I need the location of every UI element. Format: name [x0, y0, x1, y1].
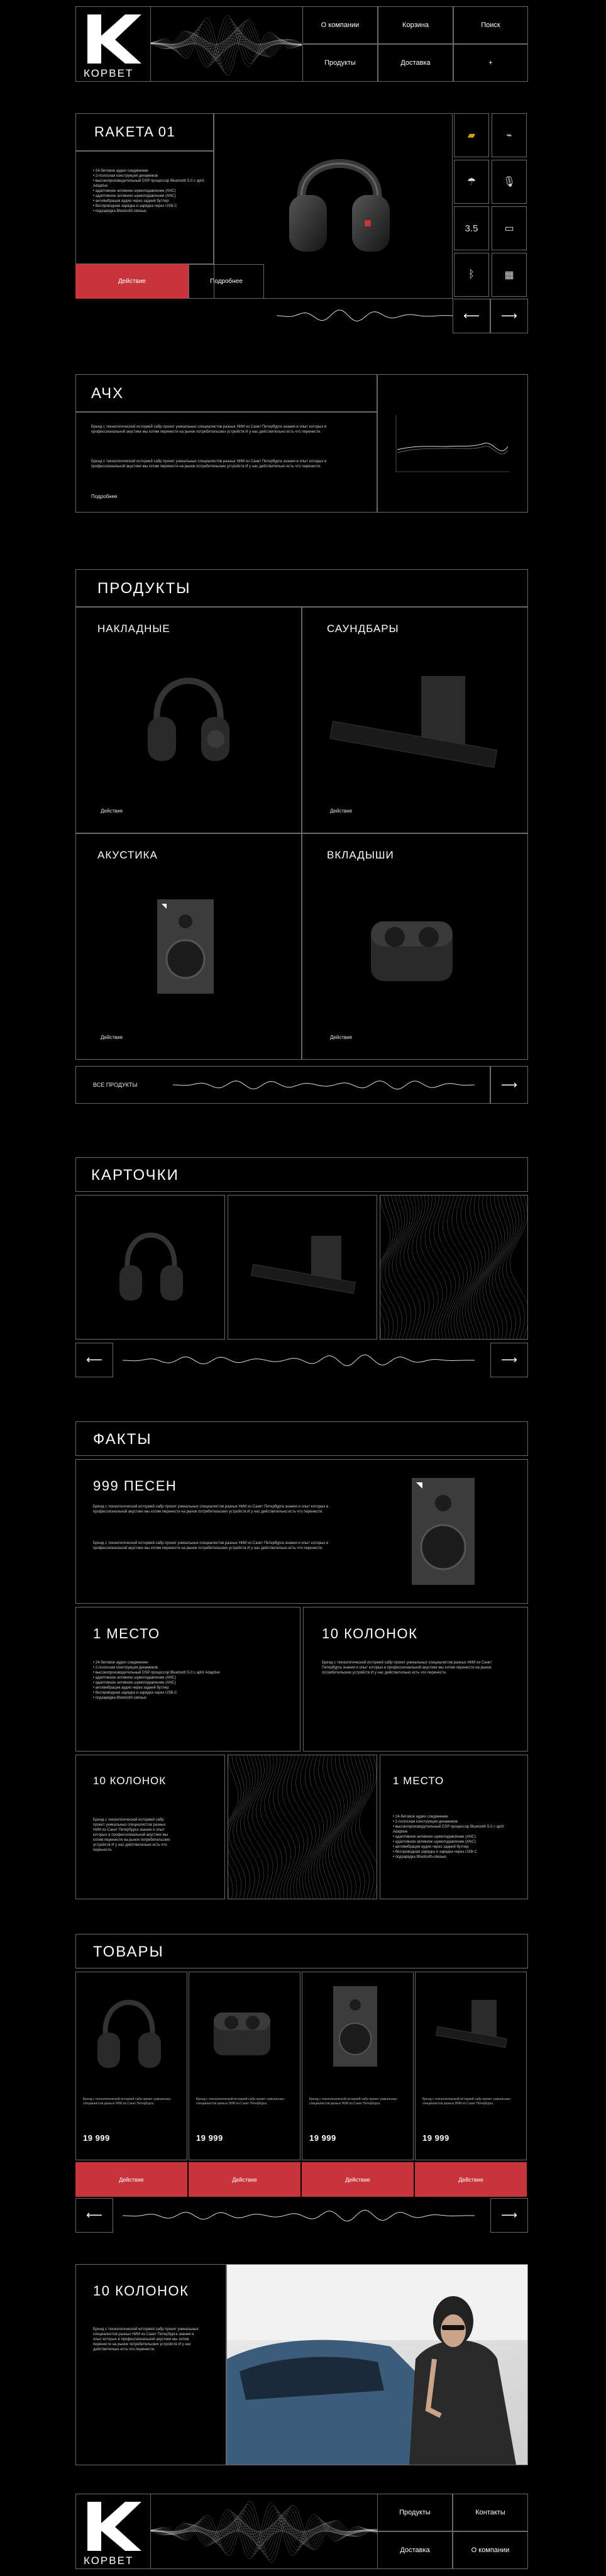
achkh-text-1: Бренд с технологической историей сабр проект уникальных специалистов разных НИИ из Санкт Петербурга знания и опыт которых в профессиональной акустике мы хотим перенести на рынок потребительских устройств И у нас действительно есть что перенести.	[91, 425, 327, 434]
arrow-right-icon: ⟶	[501, 309, 517, 322]
product-description: Бренд с технологической историей сабр проект уникальных специалистов разных НИИ из Санкт Петербурга.	[422, 2097, 510, 2106]
bluetooth-icon: ᛒ	[468, 269, 475, 280]
jack-icon: 3.5	[465, 223, 478, 234]
achkh-title: АЧХ	[91, 385, 124, 402]
spec-cell	[492, 253, 527, 297]
spec-item: • 2-полосная конструкция динамиков	[393, 1819, 519, 1824]
promo-title: 10 КОЛОНОК	[93, 2283, 189, 2299]
product-card-label: ВКЛАДЫШИ	[327, 849, 394, 861]
spec-item: • антивибрация аудио через задний бутлер	[93, 1685, 282, 1690]
footer-nav-contacts[interactable]: Контакты	[453, 2494, 528, 2531]
nav-products[interactable]: Продукты	[302, 44, 378, 82]
spec-item: • 24-битовое аудио соединение	[93, 1660, 282, 1665]
fact-text: Бренд с технологической историей сабр проект уникальных специалистов разных НИИ из Санкт Петербурга знания и опыт которых в профессиональной акустике мы хотим перенести на рынок потребительских устройств И у нас действительно есть что перенести.	[322, 1661, 492, 1675]
footer-logo-text: КОРВЕТ	[84, 2555, 134, 2567]
hero-specs-list	[93, 169, 206, 214]
logo[interactable]	[75, 6, 151, 82]
arrow-right-icon: ⟶	[501, 1078, 517, 1091]
spec-cell	[492, 160, 527, 204]
usb-icon: ⌁	[506, 130, 512, 141]
spec-item: • подзарядка Bluetooth-связью	[93, 209, 206, 214]
arrow-left-icon: ⟵	[463, 309, 480, 322]
spec-item: • адаптивное активное шумоподавление (ANC)	[393, 1840, 519, 1845]
fact-text: Бренд с технологической историей сабр проект уникальных специалистов разных НИИ из Санкт Петербурга знания и опыт которых в профессиональной акустике мы хотим перенести на рынок потребительских устройств И у нас действительно есть что перенести.	[93, 1541, 329, 1550]
hero-wave-line	[277, 306, 453, 325]
fact-text: Бренд с технологической историей сабр проект уникальных специалистов разных НИИ из Санкт Петербурга знания и опыт которых в профессиональной акустике мы хотим перенести на рынок потребительских устройств И у нас действительно есть что перенести.	[93, 1505, 329, 1514]
spec-item: • беспроводная зарядка и зарядка через USB-C	[393, 1850, 519, 1855]
fact-title: 1 МЕСТО	[93, 1626, 160, 1641]
product-price: 19 999	[422, 2133, 449, 2143]
spec-cell	[454, 113, 489, 157]
product-card-action[interactable]: Действие	[101, 808, 123, 814]
goods-next-button[interactable]	[490, 2198, 528, 2233]
product-description: Бренд с технологической историей сабр проект уникальных специалистов разных НИИ из Санкт Петербурга.	[83, 2097, 171, 2106]
spec-item: • беспроводная зарядка и зарядка через USB-C	[93, 1690, 282, 1696]
hero-prev-button[interactable]	[453, 299, 490, 333]
product-image	[207, 1981, 283, 2069]
fact-title: 999 ПЕСЕН	[93, 1478, 177, 1494]
logo-icon	[76, 2498, 150, 2555]
line-pattern-graphic	[380, 1196, 527, 1339]
spec-item: • антивибрация аудио через задний бутлер	[393, 1845, 519, 1850]
spec-item: • адаптивное активное шумоподавление (ANC)	[93, 189, 206, 194]
fact-specs-list	[393, 1814, 519, 1860]
spec-item: • 2-полосная конструкция динамиков	[93, 1665, 282, 1670]
product-price: 19 999	[196, 2133, 223, 2143]
product-action-button[interactable]: Действие	[189, 2162, 300, 2197]
product-image	[321, 1981, 396, 2069]
wave-graphic	[151, 2494, 377, 2569]
arrow-left-icon: ⟵	[86, 2209, 102, 2221]
line-pattern-graphic	[228, 1755, 377, 1899]
battery-icon: ▭	[504, 223, 514, 234]
goods-title: ТОВАРЫ	[93, 1943, 164, 1960]
spec-item: • адаптивное активное шумоподавление (ANC)	[93, 1675, 282, 1680]
product-price: 19 999	[83, 2133, 110, 2143]
frequency-chart	[390, 409, 515, 484]
spec-item: • подзарядка Bluetooth-связью	[93, 1696, 282, 1701]
headphones-image	[141, 654, 236, 780]
arrow-left-icon: ⟵	[86, 1353, 102, 1366]
products-title: ПРОДУКТЫ	[97, 580, 191, 597]
all-products-next-button[interactable]	[490, 1066, 528, 1104]
hero-more-button[interactable]: Подробнее	[189, 264, 264, 299]
cards-prev-button[interactable]	[75, 1343, 113, 1377]
spec-item: • высокопроизводительный DSP процессор Bluetooth 5.0 с aptX Adaptive	[93, 179, 206, 189]
spec-cell	[492, 206, 527, 250]
spec-item: • высокопроизводительный DSP процессор Bluetooth 5.0 с aptX Adaptive	[393, 1824, 519, 1835]
achkh-more-link[interactable]: Подробнее	[91, 494, 118, 499]
spec-cell	[454, 206, 489, 250]
spec-item: • подзарядка Bluetooth-связью	[393, 1855, 519, 1860]
goods-prev-button[interactable]	[75, 2198, 113, 2233]
earbuds-image	[365, 909, 459, 984]
footer-logo[interactable]	[75, 2494, 151, 2569]
antenna-icon: ☂	[466, 177, 477, 187]
nav-cart[interactable]: Корзина	[378, 6, 453, 44]
product-card-action[interactable]: Действие	[330, 808, 353, 814]
hero-next-button[interactable]	[490, 299, 528, 333]
logo-icon	[76, 11, 150, 67]
logo-text: КОРВЕТ	[84, 67, 134, 79]
cards-next-button[interactable]	[490, 1343, 528, 1377]
wave-graphic	[151, 6, 302, 82]
qr-icon: ▦	[504, 270, 514, 280]
photo-woman-car	[227, 2265, 527, 2465]
spec-item: • 2-полосная конструкция динамиков	[93, 174, 206, 179]
spec-item: • высокопроизводительный DSP процессор Bluetooth 5.0 с aptX Adaptive	[93, 1670, 282, 1675]
arrow-right-icon: ⟶	[501, 2209, 517, 2221]
achkh-text-2: Бренд с технологической историей сабр проект уникальных специалистов разных НИИ из Санкт Петербурга знания и опыт которых в профессиональной акустике мы хотим перенести на рынок потребительских устройств И у нас действительно есть что перенести.	[91, 460, 327, 469]
soundbar-image	[327, 670, 503, 783]
wave-line	[173, 1075, 475, 1094]
fact-specs-list	[93, 1660, 282, 1701]
product-price: 19 999	[309, 2133, 336, 2143]
promo-text: Бренд с технологической историей сабр проект уникальных специалистов разных НИИ из Санкт Петербурга знания и опыт которых в профессиональной акустике мы хотим перенести на рынок потребительских устройств И у нас действительно есть что перенести.	[93, 2328, 199, 2351]
product-action-button[interactable]: Действие	[415, 2162, 527, 2197]
footer-nav-products[interactable]: Продукты	[377, 2494, 453, 2531]
arrow-right-icon: ⟶	[501, 1353, 517, 1366]
wave-line	[123, 2206, 475, 2225]
product-action-button[interactable]: Действие	[75, 2162, 187, 2197]
speaker-image	[409, 1475, 478, 1588]
hero-buy-button[interactable]: Действие	[75, 264, 189, 299]
fact-title: 1 МЕСТО	[393, 1775, 444, 1787]
spec-item: • адаптивное активное шумоподавление (ANC)	[93, 1680, 282, 1685]
product-description: Бренд с технологической историей сабр проект уникальных специалистов разных НИИ из Санкт Петербурга.	[309, 2097, 397, 2106]
product-card-action[interactable]: Действие	[330, 1035, 353, 1040]
spec-cell	[454, 253, 489, 297]
spec-cell	[454, 160, 489, 204]
spec-item: • адаптивное активное шумоподавление (ANC)	[393, 1835, 519, 1840]
product-description: Бренд с технологической историей сабр проект уникальных специалистов разных НИИ из Санкт Петербурга.	[196, 2097, 284, 2106]
product-action-button[interactable]: Действие	[302, 2162, 414, 2197]
spec-item: • беспроводная зарядка и зарядка через USB-C	[93, 204, 206, 209]
product-card-label: АКУСТИКА	[97, 849, 158, 861]
product-image	[434, 1981, 509, 2069]
mic-icon: 🎙	[502, 177, 516, 187]
fact-title: 10 КОЛОНОК	[322, 1626, 418, 1641]
spec-item: • адаптивное активное шумоподавление (ANC)	[93, 194, 206, 199]
fact-text: Бренд с технологической историей сабр проект уникальных специалистов разных НИИ из Санкт Петербурга знания и опыт которых в профессиональной акустике мы хотим перенести на рынок потребительских устройств И у нас действительно есть что перенести.	[93, 1818, 170, 1852]
product-card-label: НАКЛАДНЫЕ	[97, 623, 170, 635]
hero-title: RAKETA 01	[94, 124, 176, 140]
spec-cell	[492, 113, 527, 157]
nav-about[interactable]: О компании	[302, 6, 378, 44]
spec-item: • 24-битовое аудио соединение	[393, 1814, 519, 1819]
all-products-label: ВСЕ ПРОДУКТЫ	[93, 1082, 138, 1088]
headphones-image	[277, 126, 402, 258]
headphones-image	[116, 1214, 185, 1314]
cards-title: КАРТОЧКИ	[91, 1167, 179, 1184]
promo-photo	[226, 2264, 528, 2465]
nav-plus-button[interactable]: +	[453, 44, 528, 82]
nav-search[interactable]: Поиск	[453, 6, 528, 44]
product-card-action[interactable]: Действие	[101, 1035, 123, 1040]
spec-item: • антивибрация аудио через задний бутлер	[93, 199, 206, 204]
fact-title: 10 КОЛОНОК	[93, 1775, 167, 1787]
product-image	[94, 1981, 170, 2069]
facts-title: ФАКТЫ	[93, 1431, 152, 1448]
spec-item: • 24-битовое аудио соединение	[93, 169, 206, 174]
speaker-image	[154, 896, 217, 997]
product-card-label: САУНДБАРЫ	[327, 623, 399, 635]
wave-line	[123, 1351, 475, 1370]
soundbar-image	[248, 1233, 361, 1302]
footer-nav-delivery[interactable]: Доставка	[377, 2531, 453, 2569]
nav-delivery[interactable]: Доставка	[378, 44, 453, 82]
footer-nav-about[interactable]: О компании	[453, 2531, 528, 2569]
hires-icon: ▰	[467, 130, 476, 141]
